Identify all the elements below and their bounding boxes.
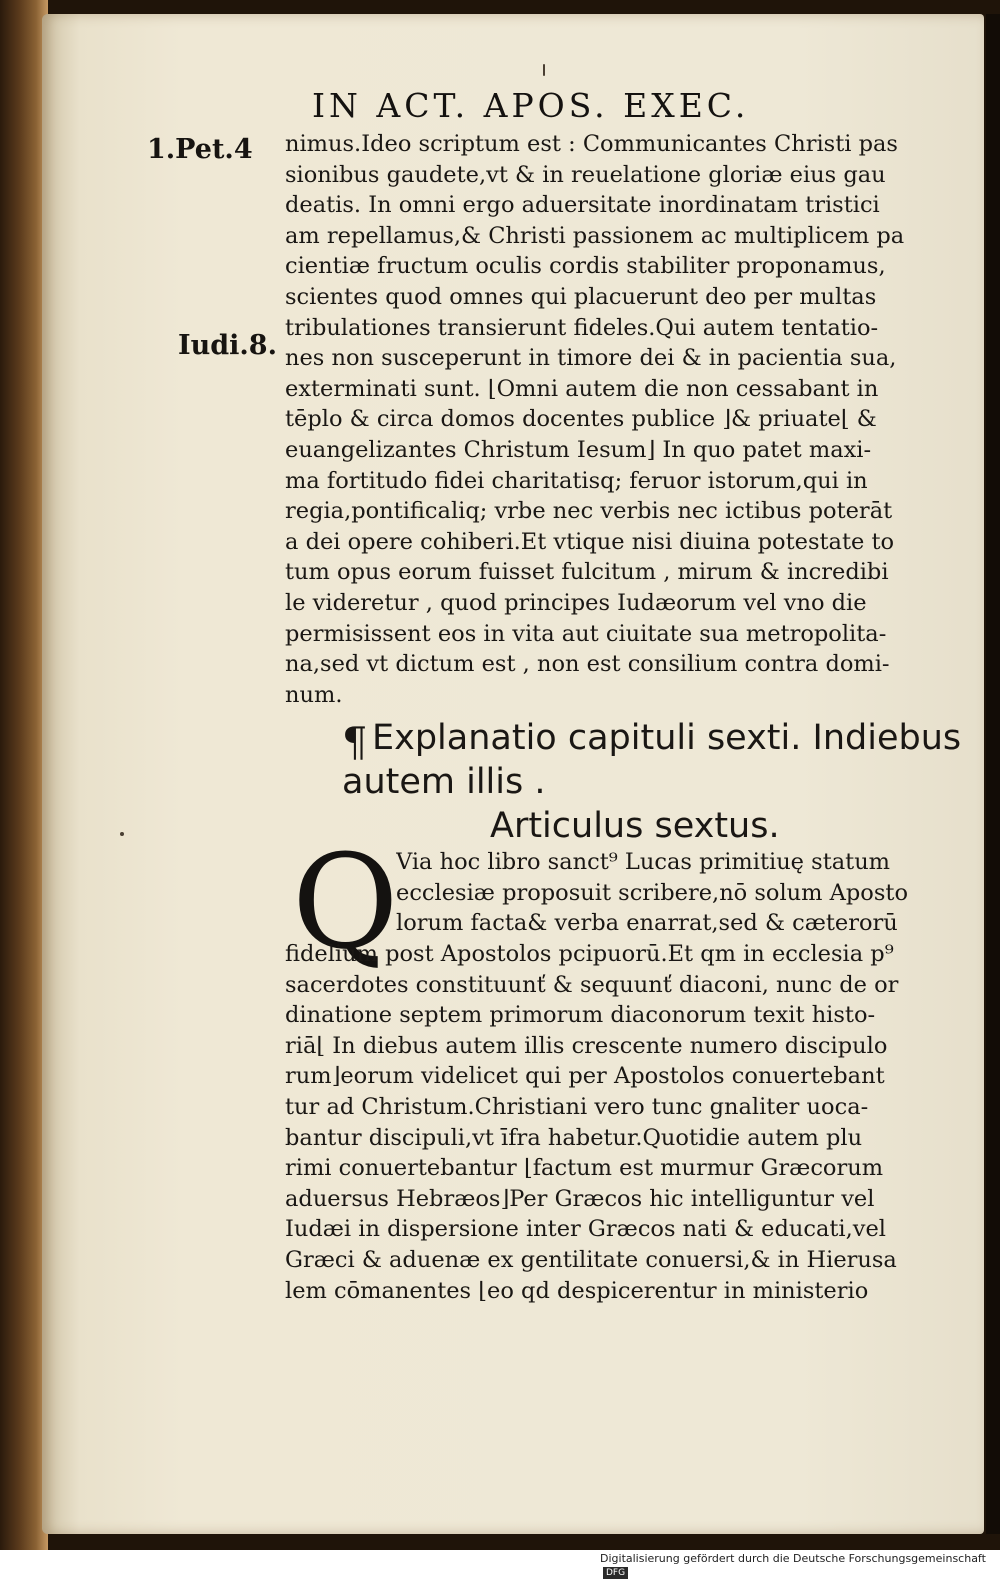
margin-note-iudi: Iudi.8. [178,330,277,361]
text-line: euangelizantes Christum Iesum⌋ In quo patet maxi- [285,436,872,463]
text-line: le videretur , quod principes Iudæorum vel vno die [285,589,867,616]
text-line: deatis. In omni ergo aduersitate inordinatam tristici [285,192,880,219]
text-line: bantur discipuli,vt īfra habetur.Quotidie autem plu [285,1124,863,1151]
footer-credit [600,1552,1000,1579]
text-line: tur ad Christum.Christiani vero tunc gnaliter uoca- [285,1093,869,1120]
text-line: exterminati sunt. ⌊Omni autem die non cessabant in [285,375,879,402]
text-line: lem cōmanentes ⌊eo qd despicerentur in ministerio [285,1277,869,1304]
text-line: sionibus gaudete,vt & in reuelatione gloriæ eius gau [285,161,886,188]
running-head: IN ACT. APOS. EXEC. [312,86,750,125]
text-line: tribulationes transierunt fideles.Qui autem tentatio- [285,314,879,341]
text-line: na,sed vt dictum est , non est consilium contra domi- [285,651,890,678]
text-line: riā⌊ In diebus autem illis crescente numero discipulo [285,1032,888,1059]
text-line: rum⌋eorum videlicet qui per Apostolos conuertebant [285,1063,885,1090]
ink-speck [120,832,124,836]
text-line: rimi conuertebantur ⌊factum est murmur Græcorum [285,1155,884,1182]
drop-cap: Q [292,826,399,978]
text-line: nimus.Ideo scriptum est : Communicantes Christi pas [285,131,898,157]
dfg-logo: DFG [603,1567,628,1579]
article-heading: Articulus sextus. [490,806,780,846]
footer-text: Digitalisierung gefördert durch die Deutsche Forschungsgemeinschaft [600,1552,986,1565]
page-right-edge [986,14,1000,1534]
text-line: cientiæ fructum oculis cordis stabiliter proponamus, [285,253,886,280]
text-line: Iudæi in dispersione inter Græcos nati & educati,vel [285,1216,886,1243]
text-line: tum opus eorum fuisset fulcitum , mirum & incredibi [285,559,889,586]
text-line: Via hoc libro sanct⁹ Lucas primitiuę statum [396,849,891,875]
pilcrow-mark: ¶ [342,720,368,766]
text-block-1 [285,129,955,710]
text-line: nes non susceperunt in timore dei & in pacientia sua, [285,345,897,372]
text-line: tēplo & circa domos docentes publice ⌋& priuate⌊ & [285,406,877,433]
text-line: am repellamus,& Christi passionem ac multiplicem pa [285,222,905,249]
text-line: Græci & aduenæ ex gentilitate conuersi,& in Hierusa [285,1246,897,1273]
text-line: num. [285,681,343,708]
chapter-heading-line1: Explanatio capituli sexti. Indiebus [372,718,962,758]
margin-note-1pet: 1.Pet.4 [147,134,253,165]
text-line: permisissent eos in vita aut ciuitate sua metropolita- [285,620,887,647]
text-line: scientes quod omnes qui placuerunt deo per multas [285,283,877,310]
text-line: ma fortitudo fidei charitatisq; feruor istorum,qui in [285,467,868,494]
book-cover-edge [0,0,48,1550]
text-line: aduersus Hebræos⌋Per Græcos hic intelliguntur vel [285,1185,875,1212]
text-line: sacerdotes constituunť & sequunť diaconi, nunc de or [285,971,899,998]
text-line: lorum facta& verba enarrat,sed & cæterorū [396,910,898,937]
text-line: regia,pontificaliq; vrbe nec verbis nec ictibus poterāt [285,498,893,525]
text-block-2-indented [396,847,956,939]
text-line: dinatione septem primorum diaconorum texit histo- [285,1002,876,1029]
ink-speck [543,64,545,76]
chapter-heading-line2: autem illis . [342,762,546,802]
text-block-2 [285,939,955,1306]
text-line: fidelium post Apostolos pcipuorū.Et qm in ecclesia p⁹ [285,941,894,967]
text-line: ecclesiæ proposuit scribere,nō solum Aposto [396,879,908,906]
text-line: a dei opere cohiberi.Et vtique nisi diuina potestate to [285,528,895,555]
